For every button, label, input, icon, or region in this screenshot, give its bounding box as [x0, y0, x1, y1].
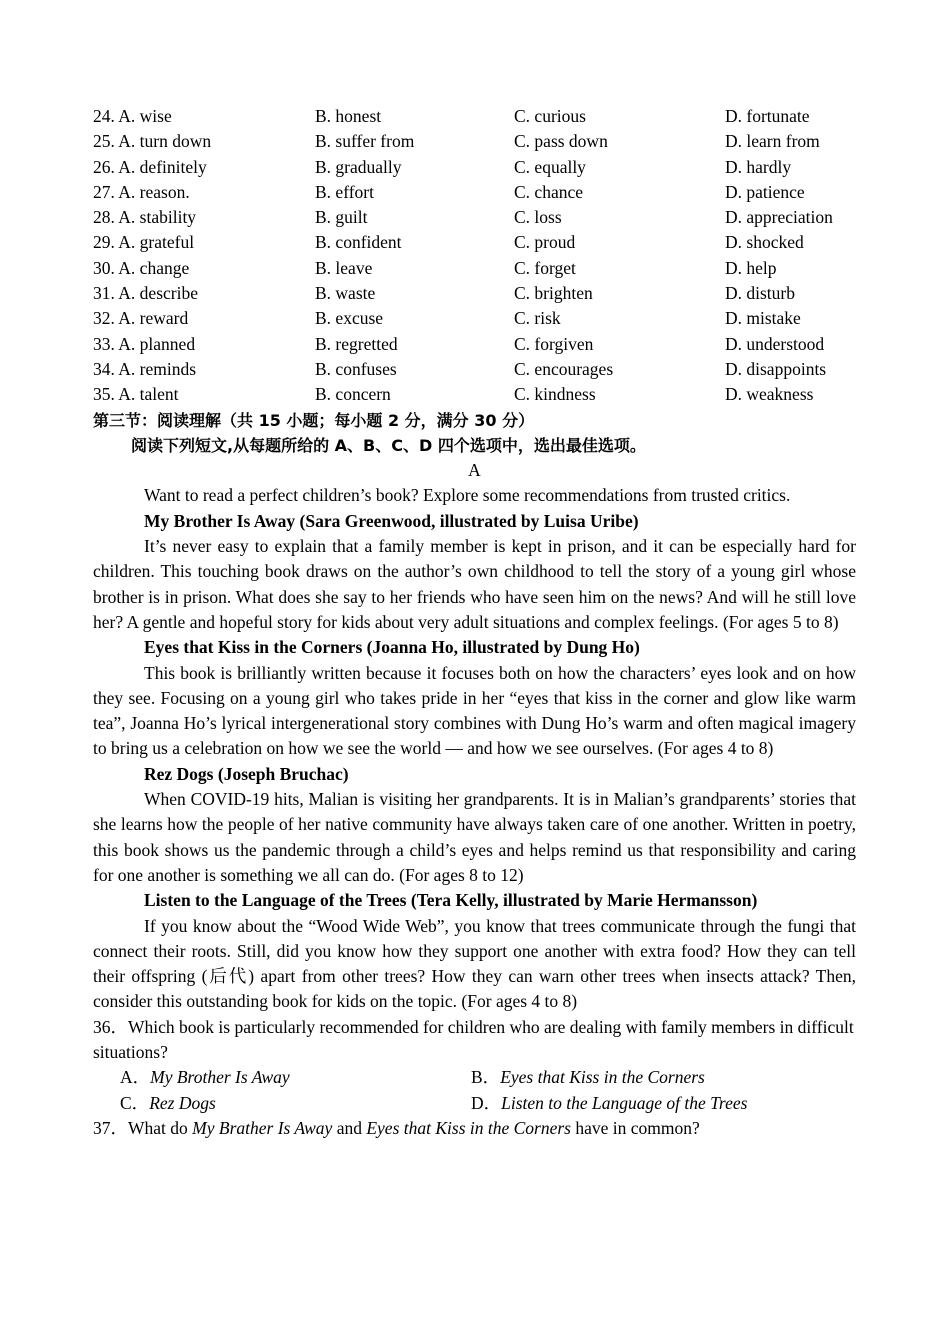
option-b: B. confident: [315, 232, 402, 253]
option-d: D. shocked: [725, 232, 804, 253]
option-c: C. proud: [514, 232, 576, 253]
option-c: C. risk: [514, 308, 561, 329]
choice-label: B．: [471, 1067, 501, 1088]
question-text: Which book is particularly recommended for children who are dealing with family members in difficult situations?: [93, 1016, 854, 1062]
option-c: C. curious: [514, 106, 586, 126]
option-a: 25. A. turn down: [93, 131, 212, 152]
book-title: Rez Dogs (Joseph Bruchac): [144, 763, 349, 784]
option-a: 29. A. grateful: [93, 232, 195, 253]
option-c: C. brighten: [514, 283, 593, 304]
choice-row: [93, 1065, 856, 1090]
option-a: 26. A. definitely: [93, 156, 207, 177]
choice-text: Rez Dogs: [149, 1092, 216, 1113]
option-b: B. effort: [315, 181, 374, 202]
question-text-mid: and: [332, 1117, 367, 1138]
option-d: D. weakness: [725, 384, 814, 405]
option-a: 33. A. planned: [93, 333, 196, 354]
choice-d[interactable]: [471, 1091, 822, 1116]
choice-c[interactable]: [120, 1091, 471, 1116]
book-description: This book is brilliantly written because it focuses both on how the characters’ eyes look and on how they see. Focusing on a young girl who takes pride in her “eyes that kiss in the corner and glow like warm tea”, Joanna Ho’s lyrical intergenerational story combines with Dung Ho’s warm and often magical imagery to bring us a celebration on how we see the world — and how we see ourselves. (For ages 4 to 8): [93, 662, 856, 759]
book-title: Eyes that Kiss in the Corners (Joanna Ho, illustrated by Dung Ho): [144, 637, 640, 658]
option-a: 31. A. describe: [93, 283, 198, 304]
question-text-pre: What do: [128, 1117, 193, 1138]
option-d: D. understood: [725, 333, 825, 354]
option-a: 27. A. reason.: [93, 181, 190, 202]
option-d: D. mistake: [725, 308, 801, 329]
question-title-1: My Brather Is Away: [192, 1117, 333, 1138]
question-number: 36．: [93, 1016, 128, 1037]
option-a: 24. A. wise: [93, 106, 172, 126]
book-title: Listen to the Language of the Trees (Tera Kelly, illustrated by Marie Hermansson): [144, 890, 758, 911]
choice-row: [93, 1091, 856, 1116]
option-c: C. equally: [514, 156, 586, 177]
option-d: D. disturb: [725, 283, 795, 304]
section-heading: 第三节：阅读理解（共 15 小题；每小题 2 分，满分 30 分）: [93, 410, 535, 430]
option-d: D. patience: [725, 181, 805, 202]
option-row-24: [93, 104, 856, 129]
option-row-29: [93, 230, 856, 255]
option-c: C. pass down: [514, 131, 608, 152]
option-b: B. guilt: [315, 207, 368, 228]
question-text-post: have in common?: [571, 1117, 700, 1138]
option-b: B. confuses: [315, 358, 397, 379]
option-c: C. forget: [514, 257, 576, 278]
option-row-31: [93, 281, 856, 306]
option-row-35: [93, 382, 856, 407]
question-number: 37．: [93, 1117, 128, 1138]
option-c: C. forgiven: [514, 333, 594, 354]
book-description: It’s never easy to explain that a family member is kept in prison, and it can be especially hard for children. This touching book draws on the author’s own childhood to tell the story of a young girl whose brother is in prison. What does she say to her friends who have seen him on the news? And will he still love her? A gentle and hopeful story for kids about very adult situations and complex feelings. (For ages 5 to 8): [93, 536, 856, 632]
option-d: D. learn from: [725, 131, 820, 152]
choice-text: Listen to the Language of the Trees: [501, 1092, 748, 1113]
option-b: B. gradually: [315, 156, 402, 177]
choice-text: Eyes that Kiss in the Corners: [500, 1067, 705, 1088]
option-a: 28. A. stability: [93, 207, 197, 228]
option-a: 30. A. change: [93, 257, 190, 278]
option-row-28: [93, 205, 856, 230]
option-c: C. chance: [514, 181, 583, 202]
option-c: C. encourages: [514, 358, 614, 379]
option-c: C. loss: [514, 207, 562, 228]
option-b: B. waste: [315, 283, 376, 304]
option-row-30: [93, 256, 856, 281]
option-d: D. appreciation: [725, 207, 833, 228]
choice-label: D．: [471, 1092, 502, 1113]
option-a: 35. A. talent: [93, 384, 179, 405]
book-title: My Brother Is Away (Sara Greenwood, illustrated by Luisa Uribe): [144, 510, 639, 531]
exam-page: [93, 104, 856, 1141]
book-description: If you know about the “Wood Wide Web”, you know that trees communicate through the fungi that connect their roots. Still, did you know how they support one another with extra food? How they can tell their offspring (后代) apart from other trees? How they can warn other trees when insects attack? Then, consider this outstanding book for kids on the topic. (For ages 4 to 8): [93, 915, 856, 1012]
option-row-34: [93, 357, 856, 382]
option-a: 32. A. reward: [93, 308, 189, 329]
passage-letter: A: [468, 460, 481, 481]
question-37: [93, 1116, 856, 1141]
option-row-32: [93, 306, 856, 331]
option-c: C. kindness: [514, 384, 596, 405]
option-d: D. disappoints: [725, 358, 827, 379]
question-title-2: Eyes that Kiss in the Corners: [366, 1117, 571, 1138]
cloze-options-table: [93, 104, 856, 408]
option-b: B. suffer from: [315, 131, 415, 152]
option-d: D. fortunate: [725, 106, 810, 126]
option-d: D. help: [725, 257, 777, 278]
option-b: B. honest: [315, 106, 382, 126]
section-instruction: 阅读下列短文,从每题所给的 A、B、C、D 四个选项中，选出最佳选项。: [131, 435, 646, 455]
option-row-25: [93, 129, 856, 154]
choice-b[interactable]: [471, 1065, 822, 1090]
option-b: B. concern: [315, 384, 391, 405]
choice-text: My Brother Is Away: [150, 1067, 290, 1088]
option-b: B. leave: [315, 257, 373, 278]
option-row-26: [93, 155, 856, 180]
option-b: B. regretted: [315, 333, 398, 354]
option-row-27: [93, 180, 856, 205]
option-d: D. hardly: [725, 156, 792, 177]
choice-label: C．: [120, 1092, 150, 1113]
choice-label: A．: [120, 1067, 151, 1088]
question-36: [93, 1015, 856, 1066]
book-description: When COVID-19 hits, Malian is visiting her grandparents. It is in Malian’s grandparents’ stories that she learns how the people of her native community have always taken care of one another. Written in poetry, this book shows us the pandemic through a child’s eyes and helps remind us that responsibility and caring for one another is something we all can do. (For ages 8 to 12): [93, 789, 856, 885]
choice-a[interactable]: [120, 1065, 471, 1090]
option-row-33: [93, 332, 856, 357]
passage-intro: Want to read a perfect children’s book? Explore some recommendations from trusted critics.: [144, 485, 791, 506]
option-b: B. excuse: [315, 308, 384, 329]
option-a: 34. A. reminds: [93, 358, 197, 379]
